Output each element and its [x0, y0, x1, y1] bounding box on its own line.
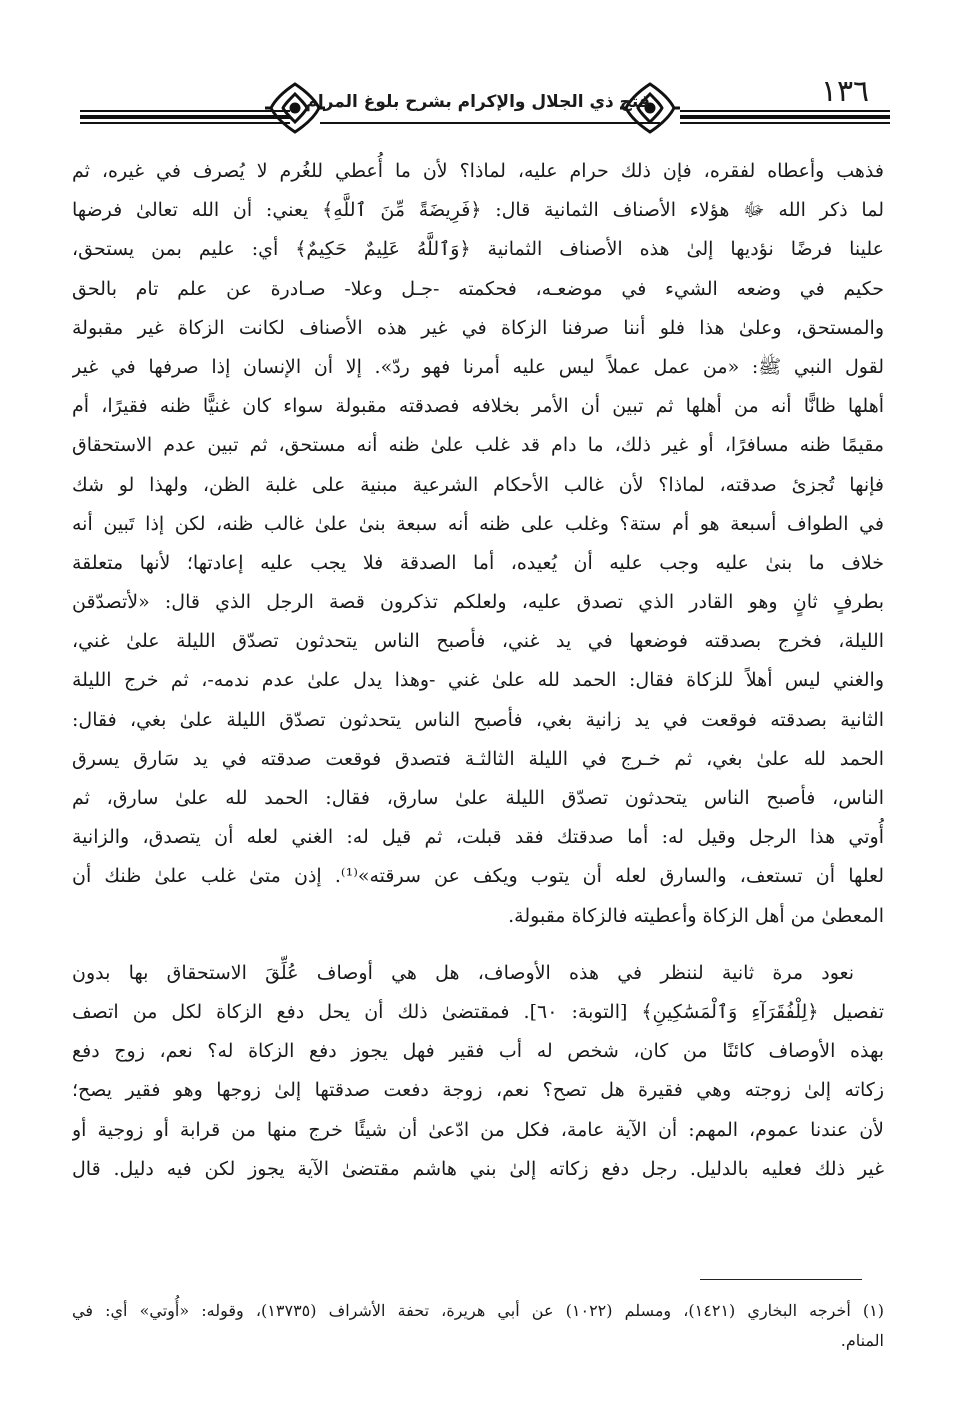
header-rule-top	[80, 110, 290, 112]
text-line: لأن عندنا عموم، المهم: أن الآية عامة، فكل من ادّعىٰ أن شيئًا خرج منها من قرابة أو زوجية أو	[72, 1118, 884, 1141]
header-rule-mid	[80, 115, 290, 119]
header-rule-mid-right	[680, 115, 890, 119]
text-line: أهلها ظانًّا أنه من أهلها ثم تبين أن الأمر بخلافه فصدقته مقبولة سواء كان غنيًّا ظنه فقيرًا، أم	[72, 395, 884, 418]
text-line: فذهب وأعطاه لفقره، فإن ذلك حرام عليه، لماذا؟ لأن ما أُعطي للغُرم لا يُصرف في غيره، ثم	[72, 160, 884, 182]
text-line: لما ذكر الله ﷻ هؤلاء الأصناف الثمانية قال: ﴿فَرِيضَةً مِّنَ ٱللَّهِ﴾ يعني: أن الله تعالىٰ فرضها	[72, 199, 884, 222]
running-head-title: فتح ذي الجلال والإكرام بشرح بلوغ المرام	[305, 92, 650, 112]
text-line: خلاف ما بنىٰ عليه وجب عليه أن يُعيده، أما الصدقة فلا يجب عليه إعادتها؛ لأنها متعلقة	[72, 551, 884, 574]
text-line: المعطىٰ من أهل الزكاة وأعطيته فالزكاة مقبولة.	[508, 904, 884, 927]
text-line: أُوتي هذا الرجل وقيل له: أما صدقتك فقد قبلت، ثم قيل له: الغني لعله أن يتصدق، والزانية	[72, 826, 884, 849]
footnote-separator	[700, 1279, 862, 1280]
text-line: نعود مرة ثانية لننظر في هذه الأوصاف، هل هي أوصاف عُلِّقَ الاستحقاق بها بدون	[72, 961, 854, 984]
text-line: لعلها أن تستعف، والسارق لعله أن يتوب ويكف عن سرقته»⁽¹⁾. إذن متىٰ غلب علىٰ ظنك أن	[72, 865, 884, 888]
text-line: الثانية بصدقته فوقعت في يد زانية بغي، فأصبح الناس يتحدثون تصدّق الليلة علىٰ بغي، فقال:	[72, 708, 884, 731]
header-rule-top-right	[680, 110, 890, 112]
text-line: الناس، فأصبح الناس يتحدثون تصدّق الليلة علىٰ سارق، فقال: الحمد لله علىٰ سارق، ثم	[72, 787, 884, 809]
text-line: علينا فرضًا نؤديها إلىٰ هذه الأصناف الثمانية ﴿وَٱللَّهُ عَلِيمٌ حَكِيمٌ﴾ أي: عليم بمن يستحق،	[72, 238, 884, 261]
header-rule-bottom-right	[680, 122, 890, 124]
text-line: الحمد لله علىٰ بغي، ثم خـرج في الليلة الثالثـة فتصدق فوقعت صدقته في يد سَارق يسرق	[72, 747, 884, 770]
paragraph-gap	[72, 936, 884, 954]
main-text	[72, 152, 884, 1189]
text-line: فإنها تُجزئ صدقته، لماذا؟ لأن غالب الأحكام الشرعية مبنية على غلبة الظن، ولهذا لو شك	[72, 473, 884, 496]
text-line: بهذه الأوصاف كائنًا من كان، شخص له أب فقير فهل يجوز دفع الزكاة له؟ نعم، زوج دفع	[72, 1040, 884, 1063]
text-line: مقيمًا ظنه مسافرًا، أو غير ذلك، ما دام قد غلب علىٰ ظنه أنه مستحق، ثم تبين عدم الاستحقاق	[72, 434, 884, 457]
text-line: تفصيل ﴿لِلْفُقَرَآءِ وَٱلْمَسَٰكِينِ﴾ [التوبة: ٦٠]. فمقتضىٰ ذلك أن يحل دفع الزكاة لكل من اتصف	[72, 1000, 884, 1023]
paragraph-2	[72, 954, 884, 1189]
text-line: والغني ليس أهلاً للزكاة فقال: الحمد لله علىٰ غني -وهذا يدل علىٰ عدم ندمه-، ثم خرج الليلة	[72, 669, 884, 692]
footnote-line: (١) أخرجه البخاري (١٤٢١)، ومسلم (١٠٢٢) عن أبي هريرة، تحفة الأشراف (١٣٧٣٥)، وقوله: «أُوتي» أي: في	[72, 1301, 884, 1320]
text-line: الليلة، فخرج بصدقته فوضعها في يد غني، فأصبح الناس يتحدثون تصدّق الليلة علىٰ غني،	[72, 630, 884, 653]
paragraph-1	[72, 152, 884, 936]
text-line: والمستحق، وعلىٰ هذا فلو أننا صرفنا الزكاة في غير هذه الأصناف لكانت الزكاة غير مقبولة	[72, 316, 884, 339]
footnote-line: المنام.	[840, 1331, 884, 1350]
text-line: غير ذلك فعليه بالدليل. رجل دفع زكاته إلىٰ بني هاشم مقتضىٰ الآية يجوز لكن فيه دليل. قال	[72, 1157, 884, 1180]
page-header	[80, 70, 890, 140]
text-line: لقول النبي ﷺ: «من عمل عملاً ليس عليه أمرنا فهو ردّ». إلا أن الإنسان إذا صرفها في غير	[72, 355, 884, 378]
text-line: في الطواف أسبعة هو أم ستة؟ وغلب على ظنه أنه سبعة بنىٰ علىٰ غالب ظنه، لكن إذا تَبين أنه	[72, 512, 884, 535]
header-rule-under-title	[320, 122, 660, 124]
text-line: حكيم في وضعه الشيء في موضعـه، فحكمته -جـل وعلا- صـادرة عن علم تام بالحق	[72, 277, 884, 300]
page-number: ١٣٦	[820, 74, 870, 109]
text-line: بطرفٍ ثانٍ وهو القادر الذي تصدق عليه، ولعلكم تذكرون قصة الرجل الذي قال: «لأتصدّقن	[72, 591, 884, 614]
footnote	[72, 1296, 884, 1356]
header-rule-bottom	[80, 122, 290, 124]
text-line: زكاته إلىٰ زوجته وهي فقيرة هل تصح؟ نعم، زوجة دفعت صدقتها إلىٰ زوجها وهو فقير يصح؛	[72, 1079, 884, 1102]
